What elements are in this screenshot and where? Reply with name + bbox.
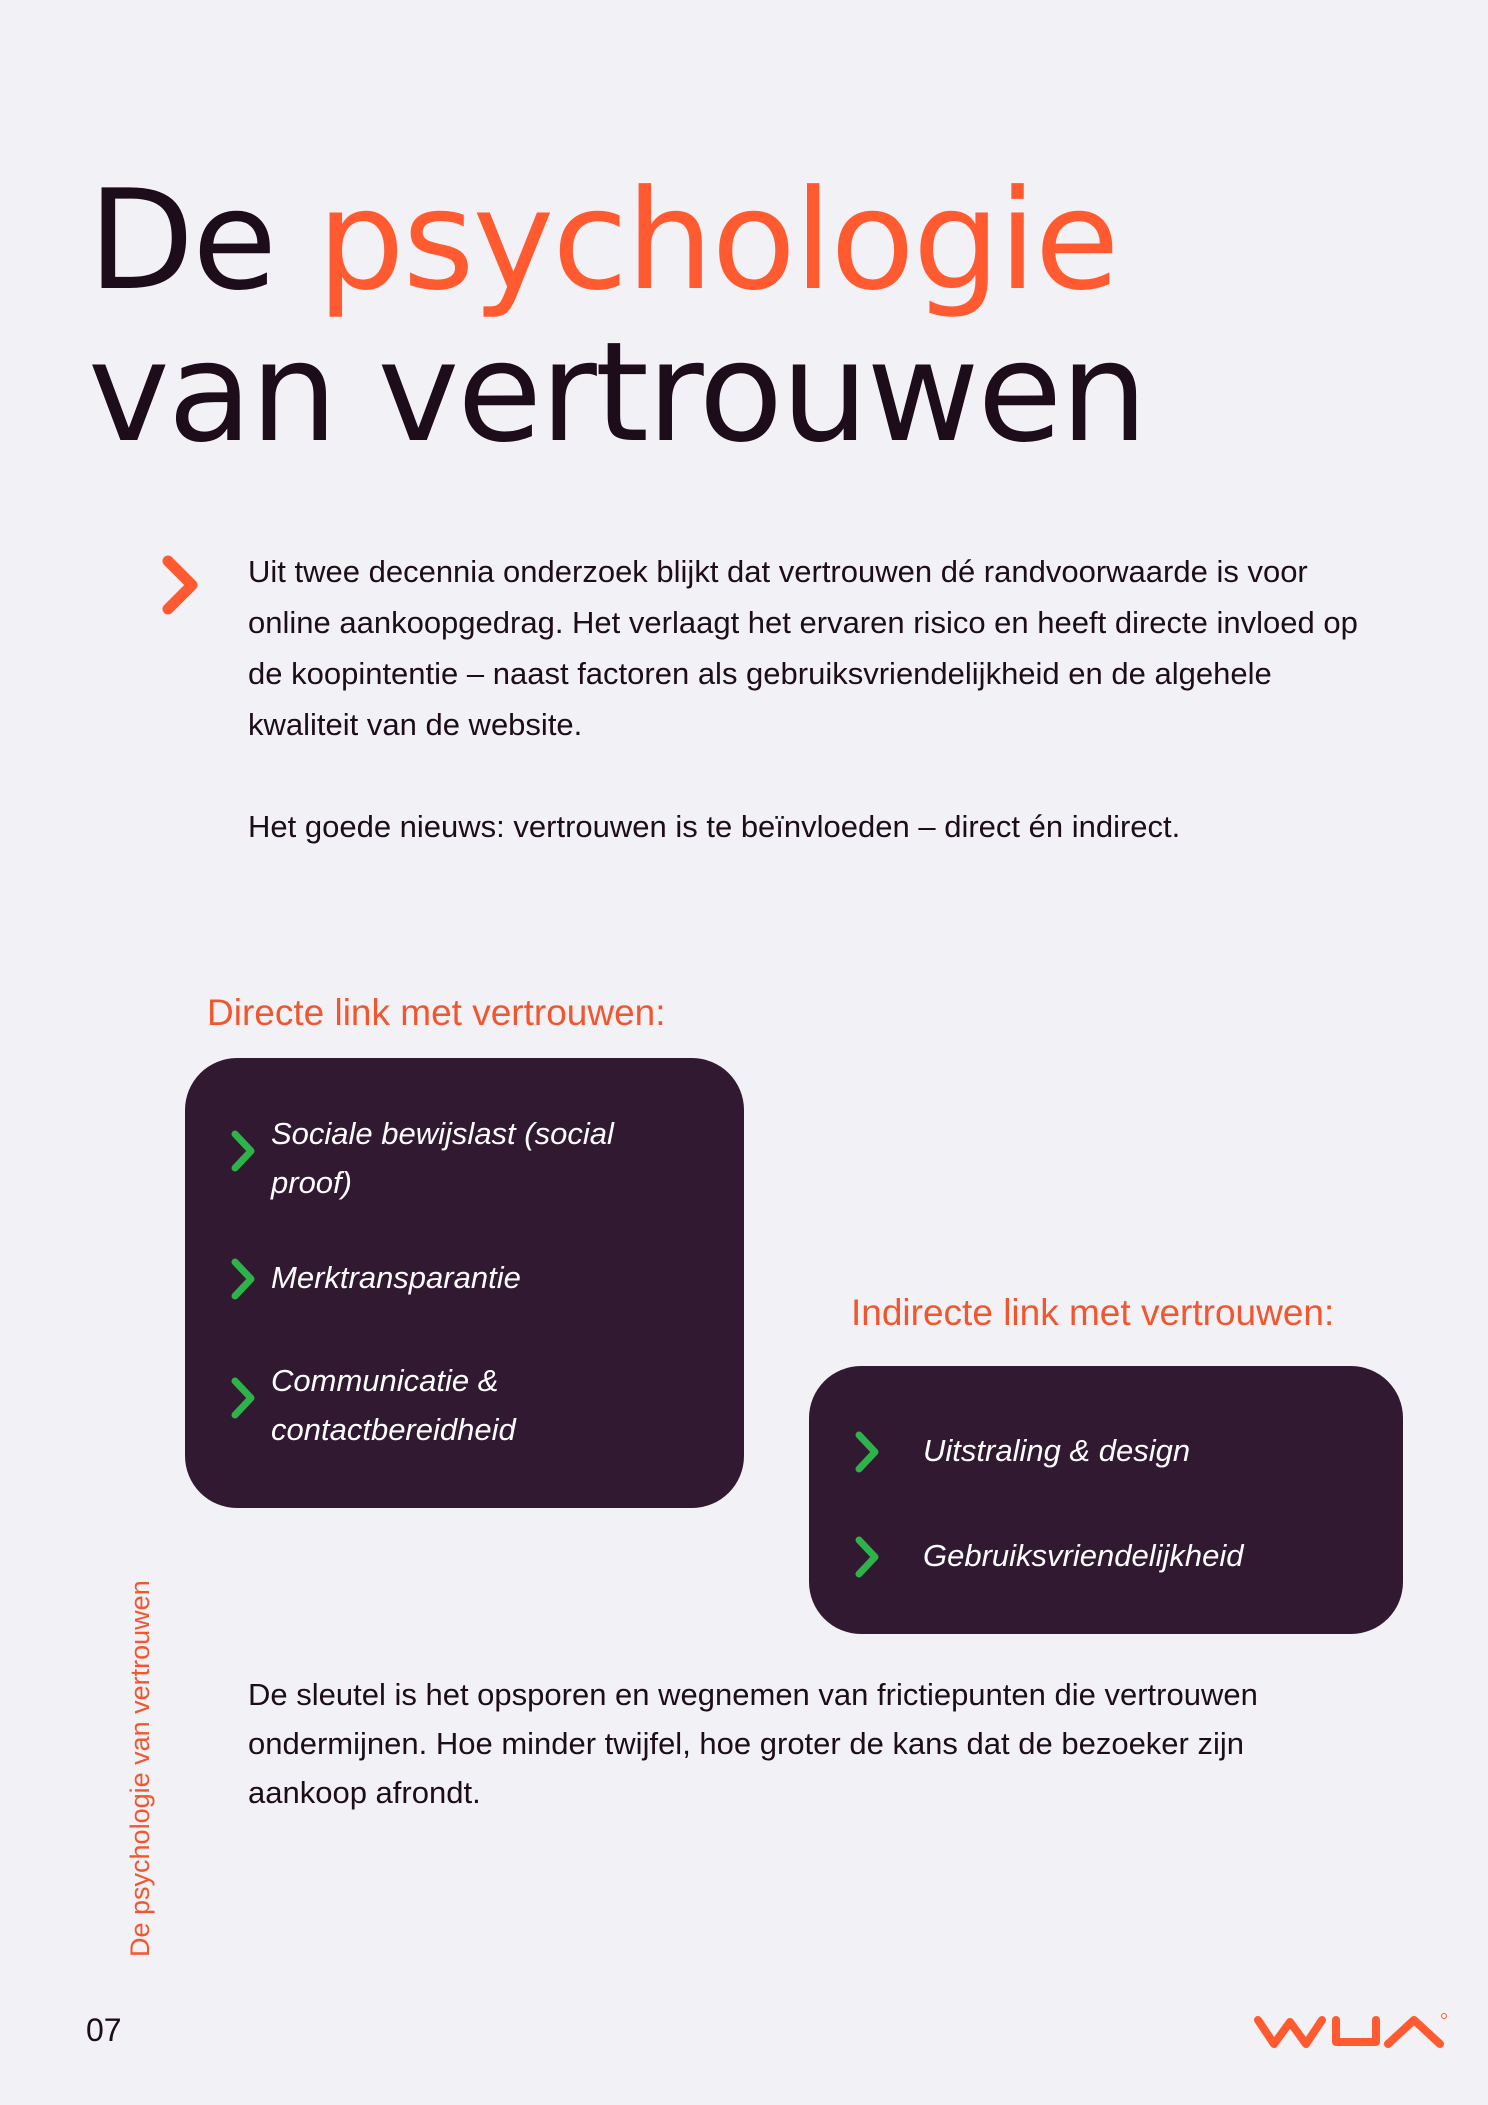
intro-text (248, 546, 1368, 852)
direct-link-heading: Directe link met vertrouwen: (207, 992, 666, 1033)
brand-logo (1252, 2012, 1448, 2052)
page-number: 07 (86, 2012, 122, 2048)
closing-text: De sleutel is het opsporen en wegnemen van frictiepunten die vertrouwen ondermijnen. Hoe minder twijfel, hoe groter de kans dat de bezoeker zijn aankoop afrondt. (248, 1677, 1258, 1810)
list-item (230, 1253, 680, 1302)
chevron-right-icon (230, 1129, 258, 1173)
list-item-label: Sociale bewijslast (social proof) (271, 1116, 614, 1200)
list-item-label: Merktransparantie (271, 1260, 521, 1295)
indirect-link-card (809, 1366, 1403, 1634)
indirect-link-heading: Indirecte link met vertrouwen: (851, 1292, 1335, 1333)
chevron-right-icon (854, 1535, 882, 1579)
title-line-2: van vertrouwen (88, 312, 1146, 473)
chevron-right-icon (854, 1430, 882, 1474)
direct-link-card (185, 1058, 744, 1508)
list-item (230, 1356, 680, 1454)
intro-paragraph-good-news: Het goede nieuws: vertrouwen is te beïnvloeden – direct én indirect. (248, 809, 1181, 844)
chevron-right-icon (230, 1376, 258, 1420)
list-item-label: Communicatie & contactbereidheid (271, 1363, 516, 1447)
chevron-right-icon (230, 1257, 258, 1301)
chevron-right-icon (160, 555, 202, 615)
list-item (854, 1531, 1354, 1580)
title-word-de: De (88, 160, 276, 321)
side-section-label: De psychologie van vertrouwen (125, 1580, 155, 1957)
intro-paragraph: Uit twee decennia onderzoek blijkt dat vertrouwen dé randvoorwaarde is voor online aankoopgedrag. Het verlaagt het ervaren risico en heeft directe invloed op de koopintentie – naast factoren als gebruiksvriendelijkheid en de algehele kwaliteit van de website. (248, 554, 1358, 742)
page-title (88, 160, 1146, 473)
list-item (854, 1426, 1354, 1475)
list-item-label: Uitstraling & design (923, 1433, 1191, 1468)
list-item (230, 1109, 680, 1207)
list-item-label: Gebruiksvriendelijkheid (923, 1538, 1244, 1573)
title-accent-word: psychologie (317, 160, 1118, 321)
